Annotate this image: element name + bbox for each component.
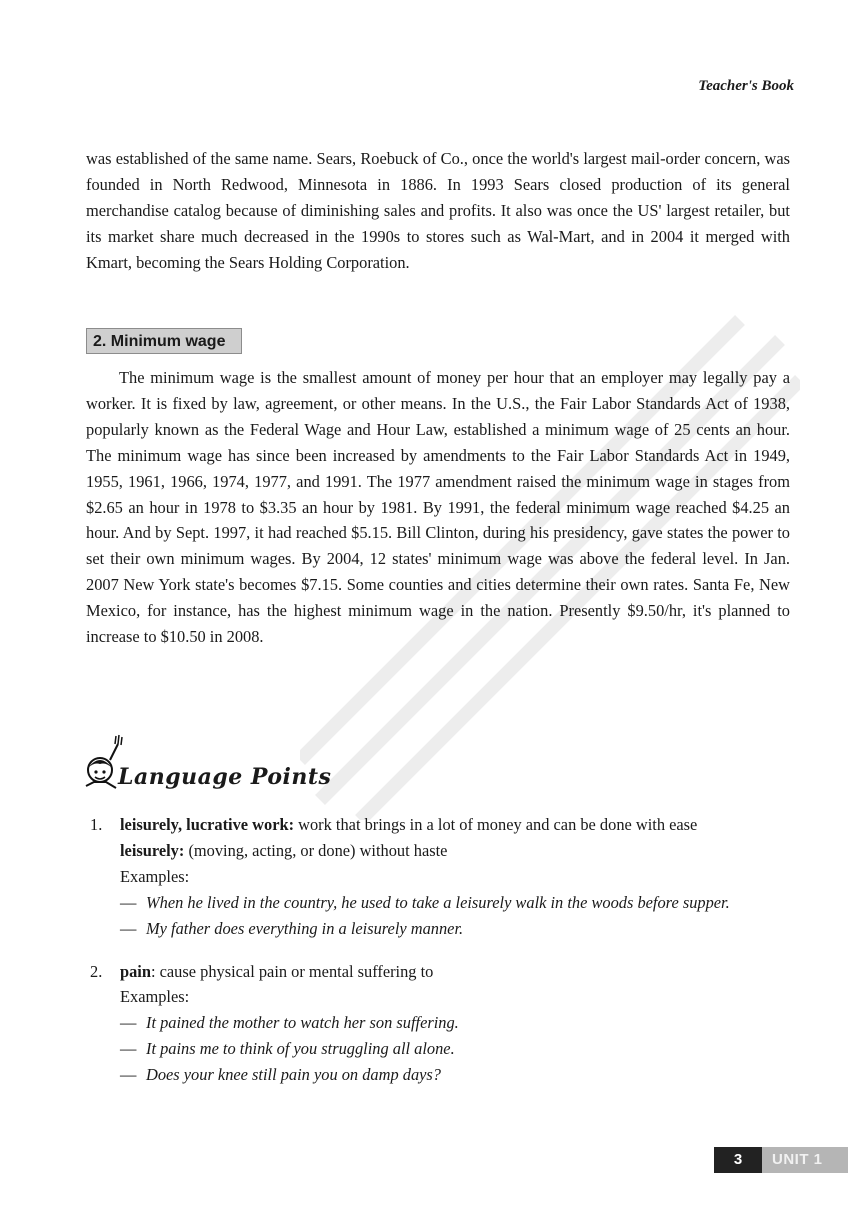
section-heading-minimum-wage: 2. Minimum wage (86, 328, 242, 354)
subterm: leisurely: (120, 840, 185, 860)
term: leisurely, lucrative work: (120, 815, 295, 834)
language-points-heading (80, 730, 480, 790)
examples-label: Examples: (120, 987, 190, 1007)
language-point-item (86, 812, 794, 942)
example-sentence: — It pained the mother to watch her son suffering. (120, 1013, 459, 1033)
example-sentence: — It pains me to think of you struggling all alone. (120, 1039, 455, 1059)
page-number: 3 (714, 1147, 762, 1173)
book-header: Teacher's Book (698, 78, 794, 94)
unit-label: UNIT 1 (762, 1147, 848, 1173)
subterm-line (120, 838, 794, 864)
item-number: 2. (90, 961, 103, 981)
language-points-list (86, 812, 794, 1105)
definition: work that brings in a lot of money and can be done with ease (294, 815, 698, 834)
page-footer (714, 1147, 848, 1173)
term: pain (120, 961, 151, 981)
language-points-title: Language Points (118, 764, 332, 790)
example-sentence: — Does your knee still pain you on damp days? (120, 1065, 441, 1085)
sears-paragraph: was established of the same name. Sears, Roebuck of Co., once the world's largest mail-order concern, was founded in North Redwood, Minnesota in 1886. In 1993 Sears closed production of its general merchandise catalog because of diminishing sales and profits. It also was once the US' largest retailer, but its market share much decreased in the 1990s to stores such as Wal-Mart, and in 2004 it merged with Kmart, becoming the Sears Holding Corporation. (86, 149, 790, 272)
example-sentence: — When he lived in the country, he used to take a leisurely walk in the woods before supper. (120, 892, 730, 912)
examples-label: Examples: (120, 866, 190, 886)
item-number: 1. (90, 815, 103, 834)
term-line (120, 812, 794, 838)
term-line (120, 959, 794, 985)
language-point-item (86, 959, 794, 1089)
minimum-wage-paragraph: The minimum wage is the smallest amount of money per hour that an employer may legally pay a worker. It is fixed by law, agreement, or other means. In the U.S., the Fair Labor Standards Act of 1938, popularly known as the Federal Wage and Hour Law, established a minimum wage of 25 cents an hour. The minimum wage has since been increased by amendments to the Fair Labor Standards Act in 1949, 1955, 1961, 1966, 1974, 1977, and 1991. The 1977 amendment raised the minimum wage in stages from $2.65 an hour in 1978 to $3.35 an hour by 1981. By 1991, the federal minimum wage reached $4.25 an hour. And by Sept. 1997, it had reached $5.15. Bill Clinton, during his presidency, gave states the power to set their own minimum wages. By 2004, 12 states' minimum wage was above the federal level. In Jan. 2007 New York state's becomes $7.15. Some counties and cities determine their own rates. Santa Fe, New Mexico, for instance, has the highest minimum wage in the nation. Presently $9.50/hr, it's planned to increase to $10.50 in 2008. (86, 368, 790, 647)
example-sentence: — My father does everything in a leisurely manner. (120, 918, 464, 938)
subdefinition: (moving, acting, or done) without haste (184, 840, 448, 860)
definition: : cause physical pain or mental suffering to (150, 961, 434, 981)
